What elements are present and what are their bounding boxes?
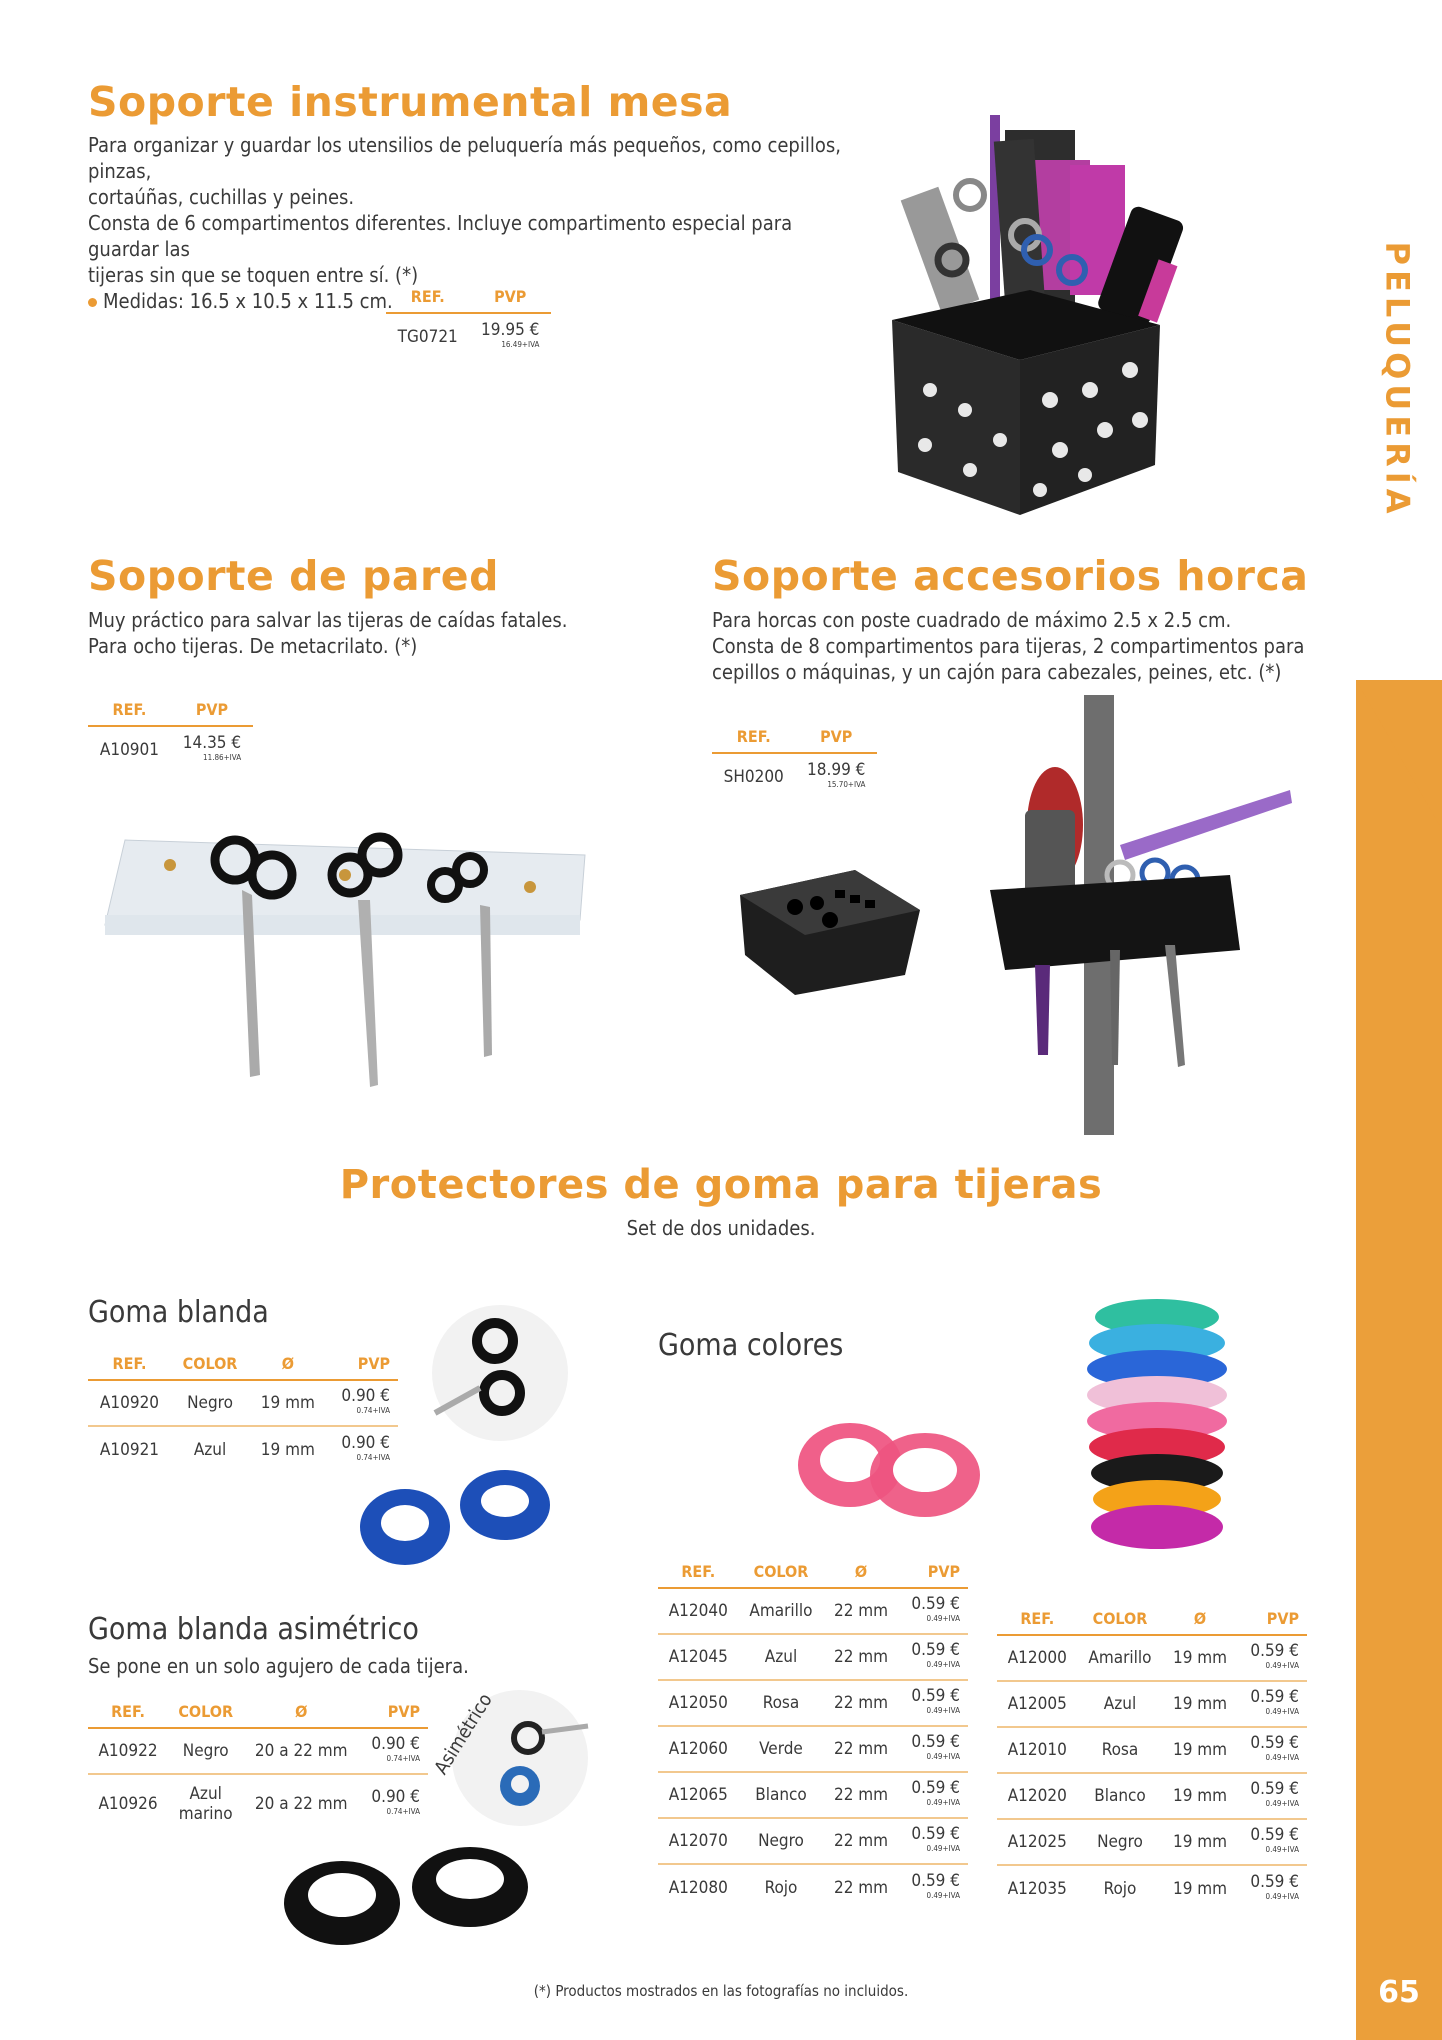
price-cell xyxy=(899,1588,968,1634)
header-pvp: PVP xyxy=(359,1695,428,1728)
sidebar-triangle-shape xyxy=(1356,680,1442,830)
table-row xyxy=(658,1726,968,1772)
price-value: 0.59 € xyxy=(1250,1871,1299,1892)
color-line: marino xyxy=(178,1803,233,1824)
soporte-horca-title: Soporte accesorios horca xyxy=(712,552,1309,600)
ref-cell: TG0721 xyxy=(397,326,458,347)
price-value: 0.59 € xyxy=(1250,1825,1299,1845)
table-row xyxy=(997,1865,1307,1911)
table-row xyxy=(658,1772,968,1818)
diameter-cell: 22 mm xyxy=(823,1588,898,1634)
price-iva: 0.49+IVA xyxy=(1265,1707,1299,1716)
ref-cell: A12000 xyxy=(997,1635,1078,1681)
diameter-cell: 19 mm xyxy=(1162,1773,1237,1819)
color-cell: Negro xyxy=(1078,1819,1163,1865)
price-iva: 0.49+IVA xyxy=(1265,1845,1299,1854)
price-value: 0.59 € xyxy=(911,1686,960,1706)
goma-colores-22mm-table xyxy=(658,1555,968,1910)
price-value: 14.35 € xyxy=(182,732,242,753)
price-cell xyxy=(899,1680,968,1726)
table-row xyxy=(997,1635,1307,1681)
price-iva: 0.49+IVA xyxy=(926,1614,960,1623)
desc-line: Consta de 8 compartimentos para tijeras, 2 compartimentos para xyxy=(712,634,1305,658)
bullet-icon xyxy=(88,298,97,307)
page-number: 65 xyxy=(1378,1975,1420,2010)
header-pvp: PVP xyxy=(327,1347,398,1380)
price-iva: 0.49+IVA xyxy=(926,1844,960,1853)
header-pvp: PVP xyxy=(795,720,877,753)
price-value: 0.59 € xyxy=(1250,1687,1299,1707)
price-iva: 0.74+IVA xyxy=(356,1406,390,1415)
table-row xyxy=(658,1680,968,1726)
price-value: 0.59 € xyxy=(911,1732,960,1752)
price-iva: 0.49+IVA xyxy=(926,1798,960,1807)
goma-asimetrico-table xyxy=(88,1695,428,1832)
ref-cell: A12040 xyxy=(658,1588,739,1634)
header-ref: REF. xyxy=(88,1347,171,1380)
price-cell xyxy=(327,1380,398,1426)
ref-cell: A10920 xyxy=(88,1380,171,1426)
desc-line: Muy práctico para salvar las tijeras de caídas fatales. xyxy=(88,608,568,632)
price-iva: 0.74+IVA xyxy=(356,1452,390,1462)
price-iva: 11.86+IVA xyxy=(203,752,242,762)
soporte-horca-price-table xyxy=(712,720,877,799)
ref-cell: A10926 xyxy=(98,1793,158,1814)
color-cell: Verde xyxy=(739,1726,824,1772)
price-value: 19.95 € xyxy=(481,319,540,340)
price-cell xyxy=(899,1772,968,1818)
diameter-cell: 22 mm xyxy=(823,1772,898,1818)
header-pvp: PVP xyxy=(171,693,253,726)
header-ref: REF. xyxy=(997,1602,1078,1635)
price-value: 0.90 € xyxy=(371,1786,420,1807)
color-cell: Rosa xyxy=(739,1680,824,1726)
footer-note: (*) Productos mostrados en las fotografías no incluidos. xyxy=(533,1982,909,2000)
ref-cell: A12010 xyxy=(997,1727,1078,1773)
diameter-cell: 20 a 22 mm xyxy=(254,1793,348,1814)
price-cell xyxy=(1238,1681,1307,1727)
soporte-mesa-price-table xyxy=(386,280,551,359)
diameter-cell: 22 mm xyxy=(823,1726,898,1772)
header-pvp: PVP xyxy=(469,280,551,313)
ref-cell: SH0200 xyxy=(723,766,784,787)
soporte-mesa-title: Soporte instrumental mesa xyxy=(88,78,733,126)
color-cell: Amarillo xyxy=(739,1588,824,1634)
diameter-cell: 19 mm xyxy=(1172,1878,1228,1899)
table-row xyxy=(997,1819,1307,1865)
diameter-cell: 22 mm xyxy=(833,1877,889,1898)
goma-blanda-title: Goma blanda xyxy=(88,1295,269,1330)
diameter-cell: 22 mm xyxy=(823,1634,898,1680)
price-iva: 0.49+IVA xyxy=(926,1660,960,1669)
table-row xyxy=(658,1588,968,1634)
price-value: 0.90 € xyxy=(341,1432,390,1453)
blue-rings-image xyxy=(355,1465,560,1570)
ref-cell: A12045 xyxy=(658,1634,739,1680)
color-cell: Azul xyxy=(1078,1681,1163,1727)
ref-cell: A12060 xyxy=(658,1726,739,1772)
color-cell: Rojo xyxy=(764,1877,798,1898)
post-holder-image xyxy=(990,695,1300,1135)
ref-cell: A12005 xyxy=(997,1681,1078,1727)
goma-blanda-table xyxy=(88,1347,398,1472)
price-value: 0.90 € xyxy=(341,1386,390,1406)
header-ref: REF. xyxy=(712,720,795,753)
goma-blanda-photo xyxy=(430,1303,570,1443)
header-diameter: Ø xyxy=(249,1347,326,1380)
protectores-subtitle: Set de dos unidades. xyxy=(626,1216,816,1240)
ref-cell: A12025 xyxy=(997,1819,1078,1865)
price-value: 18.99 € xyxy=(807,759,866,780)
table-row xyxy=(88,1774,428,1832)
ref-cell: A10921 xyxy=(99,1439,160,1460)
header-diameter: Ø xyxy=(1162,1602,1237,1635)
protectores-title: Protectores de goma para tijeras xyxy=(339,1162,1103,1208)
price-iva: 15.70+IVA xyxy=(827,779,866,789)
table-row xyxy=(658,1864,968,1910)
goma-colores-title: Goma colores xyxy=(658,1328,844,1363)
desc-line: Para organizar y guardar los utensilios de peluquería más pequeños, como cepillos, pinzas, xyxy=(88,133,841,183)
price-iva: 0.49+IVA xyxy=(926,1752,960,1761)
price-cell xyxy=(1238,1773,1307,1819)
color-cell: Negro xyxy=(171,1380,249,1426)
ref-cell: A12080 xyxy=(668,1877,728,1898)
soporte-horca-description xyxy=(712,607,1332,685)
goma-asimetrico-desc: Se pone en un solo agujero de cada tijera. xyxy=(88,1654,469,1678)
color-cell: Blanco xyxy=(739,1772,824,1818)
price-cell xyxy=(899,1864,968,1910)
price-cell xyxy=(899,1726,968,1772)
table-row xyxy=(88,1426,398,1472)
price-cell xyxy=(1238,1865,1307,1911)
black-tray-image xyxy=(735,865,925,1000)
ref-cell: A12020 xyxy=(997,1773,1078,1819)
table-row xyxy=(88,1728,428,1774)
price-cell xyxy=(795,753,877,799)
header-ref: REF. xyxy=(386,280,469,313)
pink-rings-image xyxy=(795,1410,985,1525)
color-cell: Negro xyxy=(739,1818,824,1864)
price-cell xyxy=(899,1818,968,1864)
header-ref: REF. xyxy=(88,1695,168,1728)
diameter-cell: 22 mm xyxy=(823,1818,898,1864)
desc-line: Para horcas con poste cuadrado de máximo 2.5 x 2.5 cm. xyxy=(712,608,1232,632)
table-row xyxy=(997,1681,1307,1727)
color-cell: Blanco xyxy=(1078,1773,1163,1819)
black-rings-image xyxy=(280,1845,550,1960)
diameter-cell: 19 mm xyxy=(260,1439,315,1460)
diameter-cell: 19 mm xyxy=(1162,1727,1237,1773)
price-cell xyxy=(469,313,551,359)
price-value: 0.59 € xyxy=(911,1824,960,1844)
desk-organizer-image xyxy=(870,110,1200,520)
price-iva: 0.49+IVA xyxy=(1265,1891,1299,1901)
ref-cell: A12050 xyxy=(658,1680,739,1726)
price-iva: 0.74+IVA xyxy=(386,1754,420,1763)
color-cell: Negro xyxy=(168,1728,243,1774)
color-cell: Azul xyxy=(193,1439,227,1460)
diameter-cell: 19 mm xyxy=(1162,1635,1237,1681)
desc-line: Consta de 6 compartimentos diferentes. Incluye compartimento especial para guardar las xyxy=(88,211,793,261)
diameter-cell: 19 mm xyxy=(249,1380,326,1426)
price-iva: 0.49+IVA xyxy=(1265,1799,1299,1808)
ref-cell: A12035 xyxy=(1007,1878,1067,1899)
price-iva: 16.49+IVA xyxy=(501,339,540,349)
price-cell xyxy=(1238,1635,1307,1681)
measures-text: Medidas: 16.5 x 10.5 x 11.5 cm. xyxy=(103,289,393,313)
table-row xyxy=(658,1634,968,1680)
price-cell xyxy=(1238,1727,1307,1773)
price-iva: 0.49+IVA xyxy=(926,1706,960,1715)
color-cell: Rojo xyxy=(1103,1878,1137,1899)
price-value: 0.59 € xyxy=(911,1778,960,1798)
desc-line: cortaúñas, cuchillas y peines. xyxy=(88,185,355,209)
color-cell: Azul xyxy=(739,1634,824,1680)
color-cell xyxy=(168,1774,243,1832)
price-cell xyxy=(1238,1819,1307,1865)
table-row xyxy=(997,1773,1307,1819)
price-cell xyxy=(899,1634,968,1680)
header-color: COLOR xyxy=(168,1695,243,1728)
price-value: 0.59 € xyxy=(1250,1641,1299,1661)
price-cell xyxy=(359,1728,428,1774)
goma-asimetrico-title: Goma blanda asimétrico xyxy=(88,1612,419,1647)
table-row xyxy=(658,1818,968,1864)
goma-colores-19mm-table xyxy=(997,1602,1307,1911)
color-cell: Amarillo xyxy=(1078,1635,1163,1681)
desc-line: cepillos o máquinas, y un cajón para cabezales, peines, etc. (*) xyxy=(712,660,1282,684)
ref-cell: A10922 xyxy=(88,1728,168,1774)
soporte-pared-description xyxy=(88,607,688,659)
price-value: 0.59 € xyxy=(911,1640,960,1660)
price-value: 0.59 € xyxy=(911,1870,960,1891)
header-ref: REF. xyxy=(88,693,171,726)
price-value: 0.90 € xyxy=(371,1734,420,1754)
diameter-cell: 22 mm xyxy=(823,1680,898,1726)
desc-line: Para ocho tijeras. De metacrilato. (*) xyxy=(88,634,418,658)
asimetrico-badge: Asimétrico xyxy=(430,1689,497,1779)
header-color: COLOR xyxy=(171,1347,249,1380)
soporte-pared-title: Soporte de pared xyxy=(88,552,499,600)
desc-line: tijeras sin que se toquen entre sí. (*) xyxy=(88,263,419,287)
color-line: Azul xyxy=(189,1783,222,1804)
header-diameter: Ø xyxy=(243,1695,359,1728)
table-row xyxy=(997,1727,1307,1773)
price-iva: 0.49+IVA xyxy=(1265,1661,1299,1670)
soporte-pared-price-table xyxy=(88,693,253,772)
ref-cell: A12070 xyxy=(658,1818,739,1864)
diameter-cell: 19 mm xyxy=(1162,1681,1237,1727)
color-rings-stack-image xyxy=(1080,1295,1235,1575)
price-cell xyxy=(359,1774,428,1832)
header-ref: REF. xyxy=(658,1555,739,1588)
diameter-cell: 20 a 22 mm xyxy=(243,1728,359,1774)
price-value: 0.59 € xyxy=(911,1594,960,1614)
price-iva: 0.49+IVA xyxy=(1265,1753,1299,1762)
color-cell: Rosa xyxy=(1078,1727,1163,1773)
header-color: COLOR xyxy=(739,1555,824,1588)
header-color: COLOR xyxy=(1078,1602,1163,1635)
price-iva: 0.49+IVA xyxy=(926,1890,960,1900)
price-value: 0.59 € xyxy=(1250,1779,1299,1799)
table-row xyxy=(88,1380,398,1426)
header-pvp: PVP xyxy=(899,1555,968,1588)
diameter-cell: 19 mm xyxy=(1162,1819,1237,1865)
price-iva: 0.74+IVA xyxy=(386,1806,420,1816)
ref-cell: A10901 xyxy=(99,739,159,760)
price-cell xyxy=(171,726,253,772)
ref-cell: A12065 xyxy=(658,1772,739,1818)
header-diameter: Ø xyxy=(823,1555,898,1588)
price-value: 0.59 € xyxy=(1250,1733,1299,1753)
section-label: PELUQUERÍA xyxy=(1378,241,1416,519)
header-pvp: PVP xyxy=(1238,1602,1307,1635)
wall-holder-image xyxy=(100,795,590,1095)
